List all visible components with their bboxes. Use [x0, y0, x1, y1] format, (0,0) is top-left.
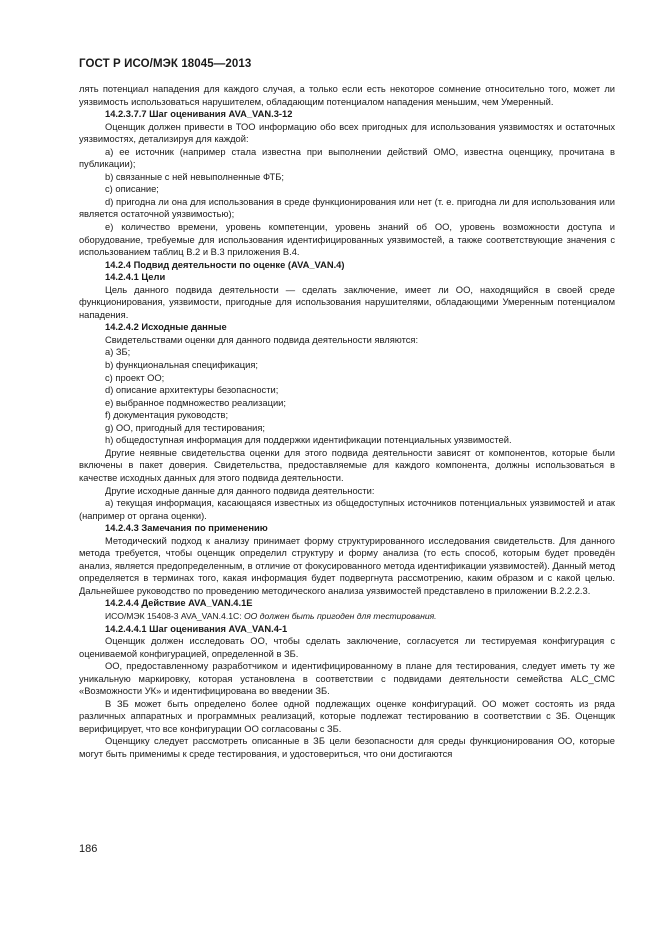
paragraph: e) количество времени, уровень компетенции, уровень знаний об ОО, уровень возможности доступа и оборудование, требуемые для использования идентифицированных уязвимостей, а также соответствующие значения с использованием таблиц В.2 и В.3 приложения В.4.: [79, 222, 615, 258]
paragraph: Другие исходные данные для данного подвида деятельности:: [105, 485, 375, 496]
paragraph: Цель данного подвида деятельности — сделать заключение, имеет ли ОО, находящийся в своей среде функционирования, уязвимости, пригодные для использования нарушителями, обладающими Умеренным потенциалом нападения.: [79, 284, 615, 320]
paragraph: Оценщику следует рассмотреть описанные в ЗБ цели безопасности для среды функционирования ОО, которые могут быть применимы к среде тестирования, и удостовериться, что они достигаются: [79, 736, 615, 759]
paragraph: c) проект ОО;: [105, 372, 165, 383]
paragraph: e) выбранное подмножество реализации;: [105, 397, 286, 408]
paragraph: Методический подход к анализу принимает форму структурированного исследования свидетельств. Для данного метода требуется, чтобы оценщик определил структуру и форму анализа (то есть способ, которым будет проведён анализ, является предопределенным, в отличие от фокусированного метода идентификации уязвимостей). Данный метод определяется в терминах того, какая информация будет подвергнута рассмотрению, каким образом и с какой целью. Дальнейшее руководство по проведению методического анализа уязвимостей представлено в приложении В.2.2.2.3.: [79, 535, 615, 596]
body-text: [79, 83, 615, 761]
paragraph: d) описание архитектуры безопасности;: [105, 385, 279, 396]
paragraph: Свидетельствами оценки для данного подвида деятельности являются:: [105, 334, 419, 345]
paragraph: Оценщик должен привести в ТОО информацию обо всех пригодных для использования уязвимостях и остаточных уязвимостях, детализируя для каждой:: [79, 121, 615, 145]
paragraph: d) пригодна ли она для использования в среде функционирования или нет (т. е. пригодна ли для использования или является остаточной уязвимостью);: [79, 196, 615, 220]
note-paragraph: [79, 610, 615, 623]
paragraph: 14.2.4.3 Замечания по применению: [105, 523, 268, 534]
paragraph: ОО, предоставленному разработчиком и идентифицированному в плане для тестирования, следует иметь ту же уникальную маркировку, которая установлена в соответствии с подвидами деятельности семейства ALC_CMC «Возможности УК» и идентифицирована во введении ЗБ.: [79, 661, 615, 697]
paragraph: лять потенциал нападения для каждого случая, а только если есть некоторое сомнение относительно того, может ли уязвимость использоваться нарушителем, обладающим потенциалом нападения меньшим, чем Умеренный.: [79, 84, 615, 107]
paragraph: a) ее источник (например стала известна при выполнении действий ОМО, известна оценщику, прочитана в публикации);: [79, 146, 615, 170]
paragraph: 14.2.4.4 Действие AVA_VAN.4.1E: [105, 598, 253, 609]
paragraph: В ЗБ может быть определено более одной подлежащих оценке конфигураций. ОО может состоять из ряда различных аппаратных и программных реализаций, которые подлежат тестированию в соответствии с ЗБ. Оценщик верифицирует, что все конфигурации ОО согласованы с ЗБ.: [79, 698, 615, 734]
paragraph: h) общедоступная информация для поддержки идентификации потенциальных уязвимостей.: [105, 435, 512, 446]
paragraph: Оценщик должен исследовать ОО, чтобы сделать заключение, согласуется ли тестируемая конфигурация с оцениваемой конфигурацией, определенной в ЗБ.: [79, 636, 615, 659]
paragraph: 14.2.4.1 Цели: [105, 272, 166, 283]
paragraph: a) текущая информация, касающаяся известных из общедоступных источников потенциальных уязвимостей и атак (например от органа оценки).: [79, 498, 615, 521]
paragraph: 14.2.3.7.7 Шаг оценивания AVA_VAN.3-12: [105, 109, 293, 120]
paragraph: f) документация руководств;: [105, 410, 229, 421]
paragraph: b) функциональная спецификация;: [105, 360, 258, 371]
paragraph: 14.2.4 Подвид деятельности по оценке (AVA_VAN.4): [105, 259, 345, 270]
paragraph: b) связанные с ней невыполненные ФТБ;: [105, 171, 284, 182]
paragraph: c) описание;: [105, 184, 159, 195]
page-number: 186: [79, 843, 98, 855]
paragraph: a) ЗБ;: [105, 347, 131, 358]
paragraph: 14.2.4.4.1 Шаг оценивания AVA_VAN.4-1: [105, 623, 288, 634]
standard-header: ГОСТ Р ИСО/МЭК 18045—2013: [79, 58, 252, 70]
paragraph: Другие неявные свидетельства оценки для этого подвида деятельности зависят от компонентов, которые были включены в пакет доверия. Свидетельства, предоставляемые для каждого компонента, должны использоваться в качестве исходных данных для этого подвида деятельности.: [79, 447, 615, 483]
paragraph: 14.2.4.2 Исходные данные: [105, 322, 227, 333]
note-reference: ИСО/МЭК 15408-3 AVA_VAN.4.1C:: [105, 610, 244, 621]
paragraph: g) ОО, пригодный для тестирования;: [105, 422, 266, 433]
note-text: ОО должен быть пригоден для тестирования.: [243, 610, 437, 621]
